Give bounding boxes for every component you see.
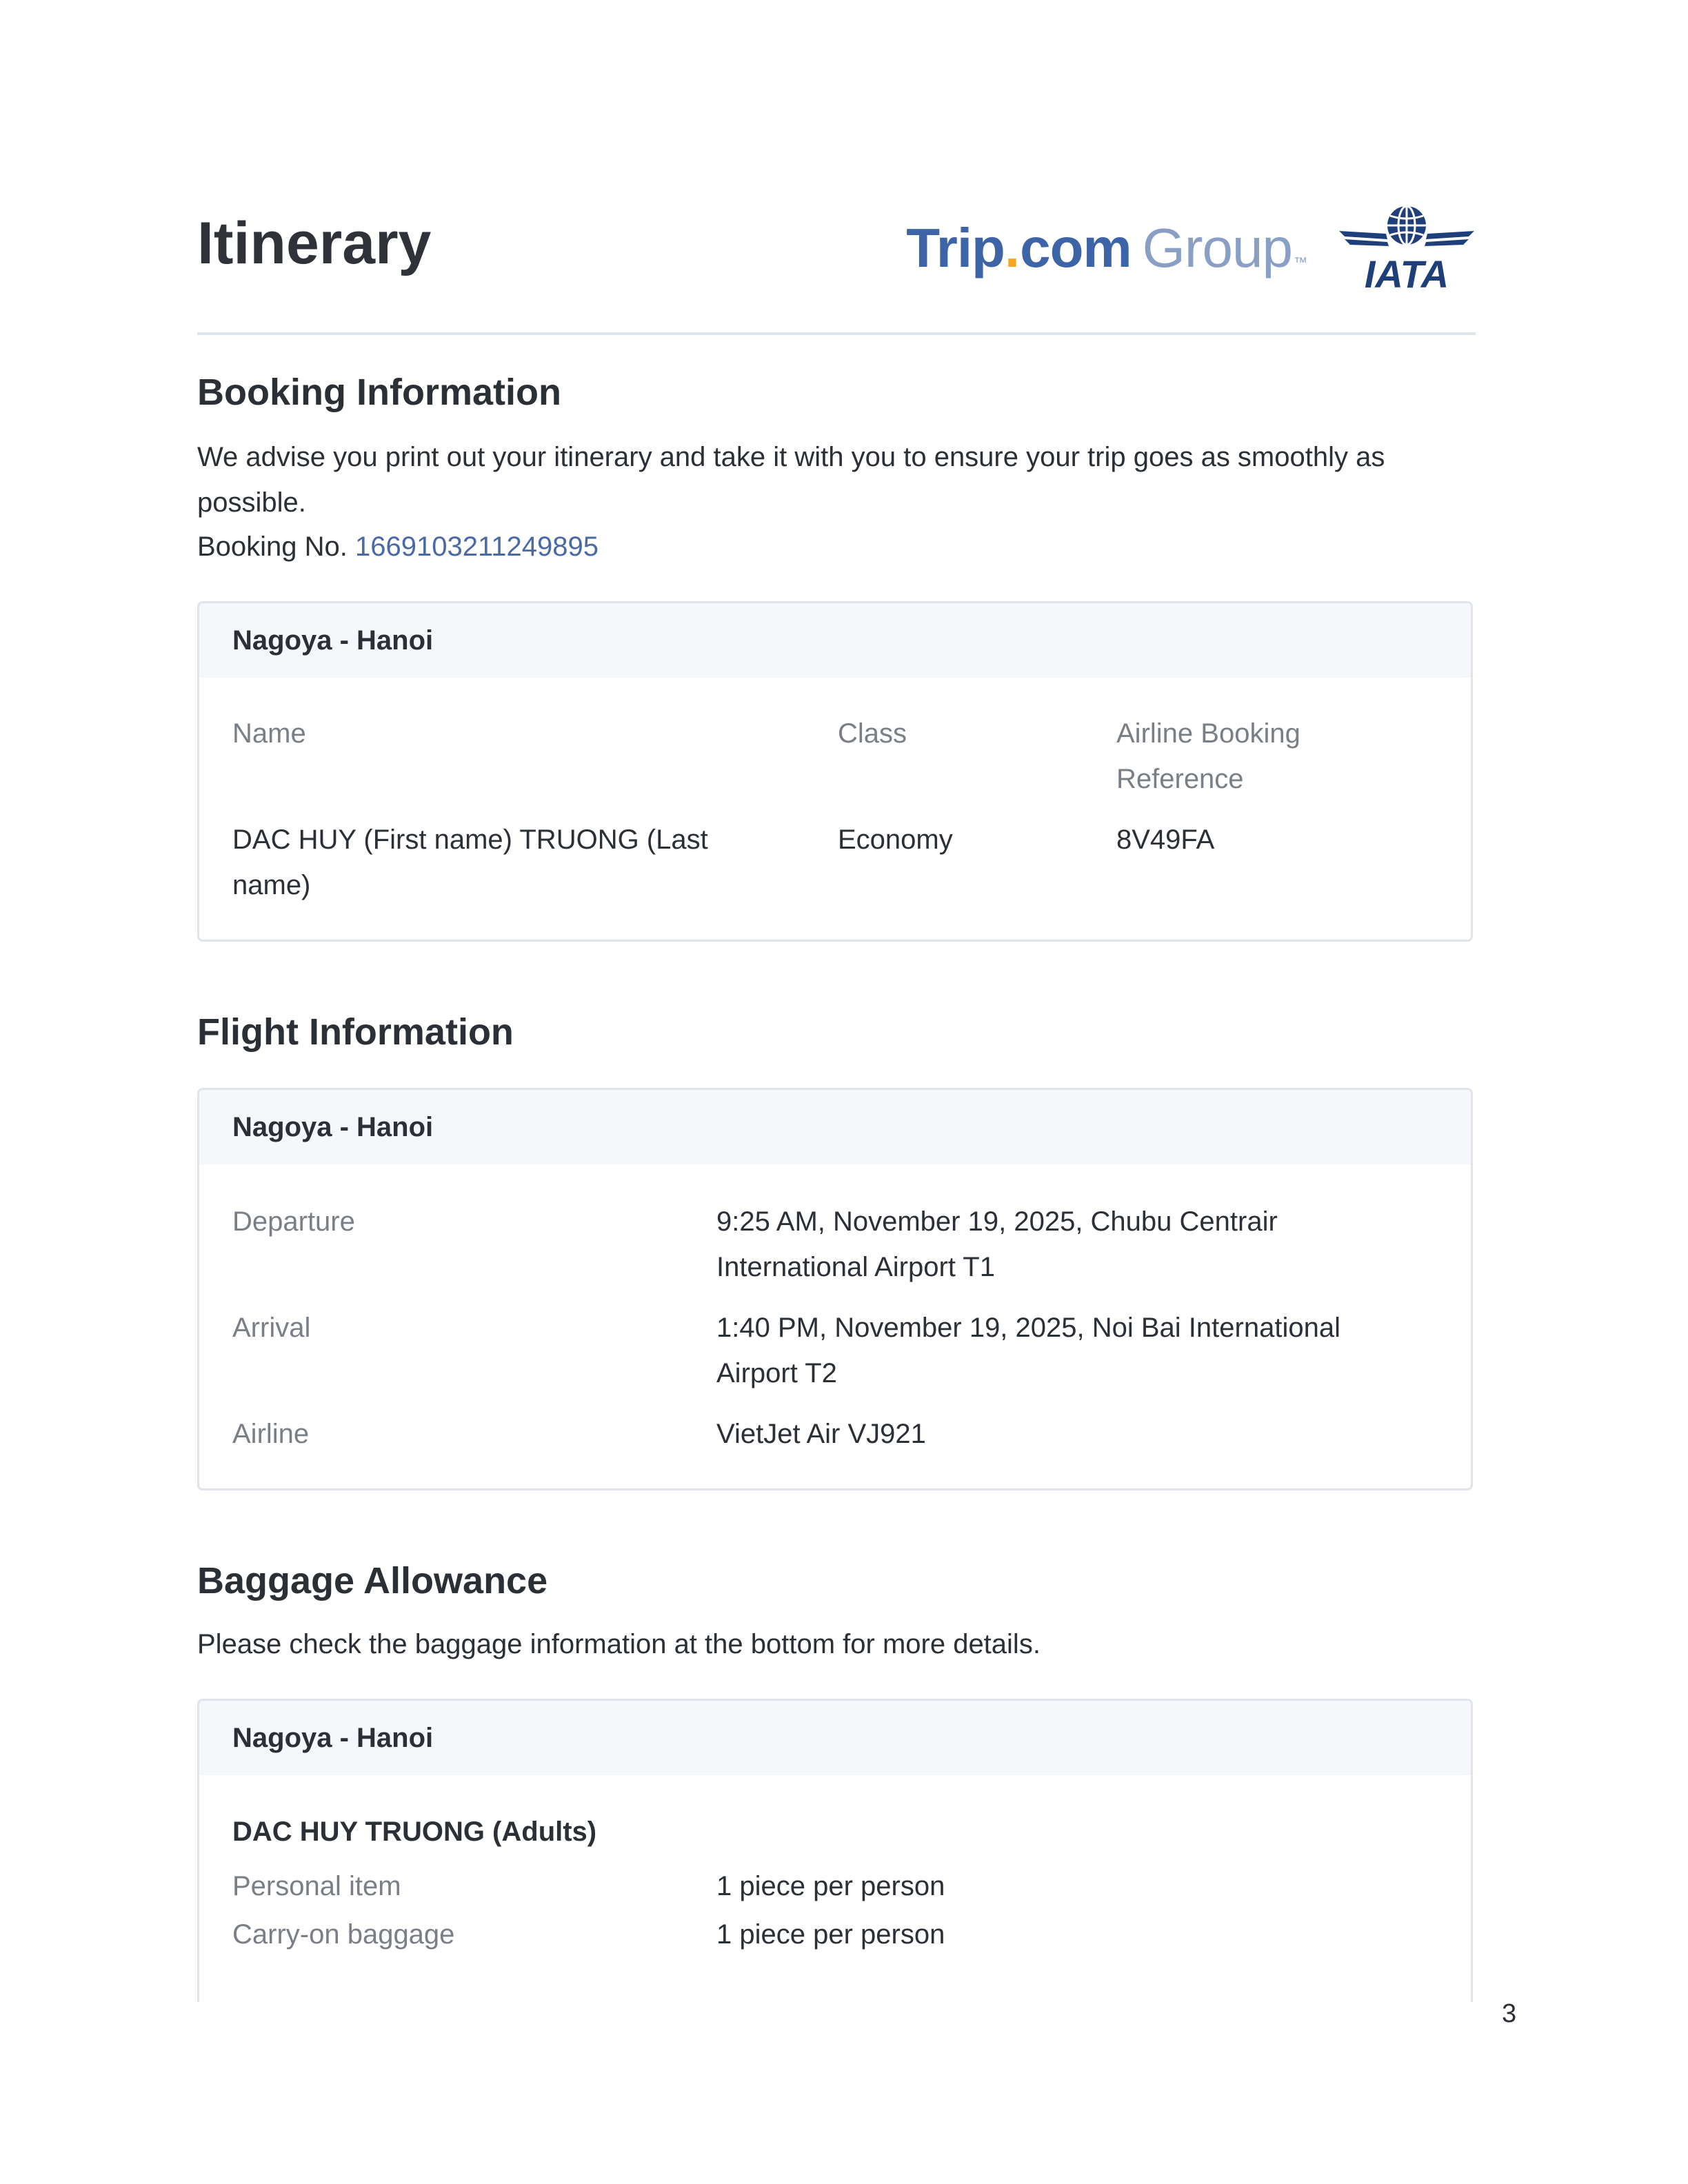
page-number: 3 — [1502, 1999, 1517, 2028]
departure-label: Departure — [232, 1206, 355, 1237]
header-logos — [906, 200, 1476, 296]
baggage-note: Please check the baggage information at the bottom for more details. — [197, 1629, 1041, 1659]
airline-booking-reference: 8V49FA — [1116, 825, 1215, 855]
passenger-name: DAC HUY (First name) TRUONG (Last name) — [232, 825, 708, 900]
carry-on-value: 1 piece per person — [716, 1919, 945, 1950]
iata-logo — [1338, 203, 1476, 293]
baggage-card-route: Nagoya - Hanoi — [199, 1701, 1471, 1775]
flight-card-route: Nagoya - Hanoi — [199, 1090, 1471, 1164]
page-title: Itinerary — [197, 210, 432, 276]
booking-advice: We advise you print out your itinerary and take it with you to ensure your trip goes as smoothly as possible. — [197, 442, 1385, 518]
booking-col-class: Class — [838, 718, 907, 749]
airline-value: VietJet Air VJ921 — [716, 1419, 926, 1449]
carry-on-label: Carry-on baggage — [232, 1919, 455, 1950]
booking-col-reference: Airline Booking Reference — [1116, 718, 1300, 794]
arrival-label: Arrival — [232, 1313, 311, 1343]
booking-card-route: Nagoya - Hanoi — [199, 603, 1471, 678]
flight-card — [197, 1088, 1473, 1490]
booking-card — [197, 601, 1473, 942]
baggage-heading: Baggage Allowance — [197, 1560, 548, 1601]
personal-item-value: 1 piece per person — [716, 1871, 945, 1901]
booking-col-name: Name — [232, 718, 306, 749]
svg-text:IATA: IATA — [1364, 252, 1449, 293]
departure-value: 9:25 AM, November 19, 2025, Chubu Centrair International Airport T1 — [716, 1206, 1278, 1282]
booking-info-heading: Booking Information — [197, 372, 561, 413]
personal-item-label: Personal item — [232, 1871, 401, 1901]
header-divider — [197, 332, 1476, 335]
booking-number-line — [197, 524, 599, 569]
arrival-value: 1:40 PM, November 19, 2025, Noi Bai International Airport T2 — [716, 1313, 1340, 1388]
passenger-class: Economy — [838, 825, 953, 855]
flight-info-heading: Flight Information — [197, 1011, 514, 1053]
booking-number[interactable]: 1669103211249895 — [355, 532, 599, 562]
booking-number-label: Booking No. — [197, 532, 348, 562]
baggage-card — [197, 1699, 1473, 2002]
tripcom-group-logo: Trip . com Group ™ — [906, 217, 1307, 279]
baggage-passenger: DAC HUY TRUONG (Adults) — [232, 1817, 597, 1847]
airline-label: Airline — [232, 1419, 310, 1449]
